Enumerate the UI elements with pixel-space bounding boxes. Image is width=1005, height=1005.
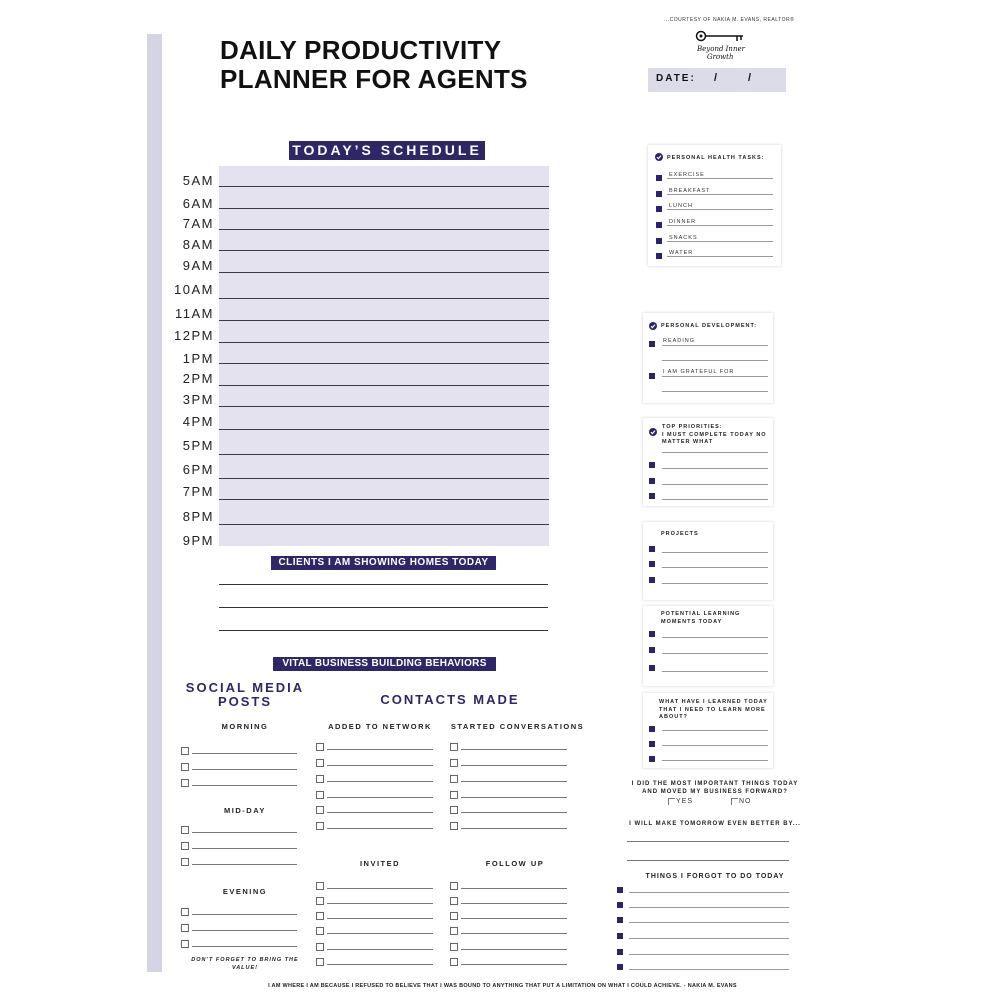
checkbox[interactable]	[450, 943, 458, 951]
write-line[interactable]	[662, 760, 768, 761]
checkbox[interactable]	[450, 822, 458, 830]
yes-checkbox[interactable]	[668, 798, 675, 805]
client-line[interactable]	[219, 607, 548, 608]
checkbox-square[interactable]	[649, 493, 655, 499]
schedule-line[interactable]	[219, 385, 549, 386]
schedule-line[interactable]	[219, 363, 549, 364]
write-line[interactable]	[667, 194, 773, 195]
checkbox-square[interactable]	[656, 253, 662, 259]
checkbox-square[interactable]	[649, 631, 655, 637]
write-line[interactable]	[461, 933, 567, 934]
write-line[interactable]	[327, 933, 433, 934]
write-line[interactable]	[327, 903, 433, 904]
schedule-line[interactable]	[219, 524, 549, 525]
courtesy-text: ...COURTESY OF NAKIA M. EVANS, REALTOR®	[664, 17, 795, 23]
health-task-label: DINNER	[669, 219, 697, 225]
checkbox-square[interactable]	[649, 756, 655, 762]
learning-title-line-2: MOMENTS TODAY	[661, 618, 723, 625]
write-line[interactable]	[662, 552, 768, 553]
write-line[interactable]	[662, 730, 768, 731]
checkbox-square[interactable]	[649, 561, 655, 567]
write-line[interactable]	[461, 828, 567, 829]
time-label: 4PM	[182, 414, 214, 429]
started-conversations-label: STARTED CONVERSATIONS	[450, 722, 585, 731]
write-line[interactable]	[662, 567, 768, 568]
write-line[interactable]	[192, 914, 297, 915]
title-line-1: DAILY PRODUCTIVITY	[220, 35, 502, 65]
write-line[interactable]	[327, 812, 433, 813]
schedule-line[interactable]	[219, 454, 549, 455]
write-line[interactable]	[662, 499, 768, 500]
write-line[interactable]	[662, 484, 768, 485]
checkbox-square[interactable]	[656, 206, 662, 212]
write-line[interactable]	[629, 969, 789, 970]
write-line[interactable]	[662, 452, 768, 453]
write-line[interactable]	[629, 907, 789, 908]
top-priorities-line-2: I MUST COMPLETE TODAY NO	[662, 431, 767, 438]
checkbox[interactable]	[316, 806, 324, 814]
checkbox[interactable]	[181, 842, 189, 850]
morning-label: MORNING	[221, 722, 269, 731]
checkbox[interactable]	[316, 759, 324, 767]
checkbox[interactable]	[181, 940, 189, 948]
time-label: 9AM	[182, 258, 214, 273]
write-line[interactable]	[192, 946, 297, 947]
write-line[interactable]	[461, 949, 567, 950]
learned-today-title	[659, 699, 768, 722]
checkbox-square[interactable]	[656, 175, 662, 181]
key-icon	[693, 28, 749, 62]
write-line[interactable]	[667, 178, 773, 179]
write-line[interactable]	[667, 225, 773, 226]
schedule-line[interactable]	[219, 186, 549, 187]
checkbox-square[interactable]	[656, 191, 662, 197]
checkbox-square[interactable]	[649, 741, 655, 747]
time-label: 3PM	[182, 392, 214, 407]
schedule-line[interactable]	[219, 250, 549, 251]
schedule-line[interactable]	[219, 499, 549, 500]
schedule-area[interactable]	[219, 166, 549, 546]
checkbox[interactable]	[316, 943, 324, 951]
write-line[interactable]	[192, 848, 297, 849]
write-line[interactable]	[461, 964, 567, 965]
time-label: 5PM	[182, 438, 214, 453]
checkbox-square[interactable]	[617, 917, 623, 923]
checkbox-square[interactable]	[656, 238, 662, 244]
top-priorities-line-1: TOP PRIORITIES:	[662, 424, 723, 430]
checkbox[interactable]	[450, 743, 458, 751]
checkbox[interactable]	[450, 958, 458, 966]
health-task-label: EXERCISE	[669, 172, 705, 178]
checkbox[interactable]	[450, 791, 458, 799]
title-line-2: PLANNER FOR AGENTS	[220, 64, 528, 94]
time-label: 6PM	[182, 462, 214, 477]
time-label: 9PM	[182, 533, 214, 548]
checkbox[interactable]	[450, 759, 458, 767]
checkbox[interactable]	[450, 897, 458, 905]
learning-title-line-1: POTENTIAL LEARNING	[661, 611, 741, 617]
added-to-network-label: ADDED TO NETWORK	[328, 722, 432, 731]
schedule-line[interactable]	[219, 342, 549, 343]
write-line[interactable]	[192, 753, 297, 754]
health-tasks-card	[648, 145, 781, 266]
top-priorities-title	[662, 424, 767, 447]
checkbox-square[interactable]	[649, 546, 655, 552]
svg-text:Beyond Inner: Beyond Inner	[697, 45, 745, 53]
write-line[interactable]	[327, 797, 433, 798]
write-line[interactable]	[662, 468, 768, 469]
checkbox[interactable]	[181, 747, 189, 755]
write-line[interactable]	[667, 209, 773, 210]
learned-title-line-2: THAT I NEED TO LEARN MORE	[659, 706, 766, 713]
schedule-line[interactable]	[219, 478, 549, 479]
checkbox-square[interactable]	[649, 373, 655, 379]
checkbox[interactable]	[450, 912, 458, 920]
write-line[interactable]	[629, 922, 789, 923]
schedule-heading: TODAY’S SCHEDULE	[289, 141, 485, 160]
write-line[interactable]	[662, 360, 768, 361]
checkbox[interactable]	[450, 927, 458, 935]
health-tasks-title: PERSONAL HEALTH TASKS:	[667, 155, 765, 161]
checkbox[interactable]	[450, 775, 458, 783]
value-reminder	[185, 956, 305, 972]
checkbox[interactable]	[316, 958, 324, 966]
checkbox[interactable]	[316, 791, 324, 799]
write-line[interactable]	[662, 745, 768, 746]
write-line[interactable]	[461, 812, 567, 813]
write-line[interactable]	[662, 583, 768, 584]
vital-behaviors-heading: VITAL BUSINESS BUILDING BEHAVIORS	[273, 657, 496, 671]
contacts-made-title: CONTACTS MADE	[380, 692, 520, 707]
write-line[interactable]	[461, 903, 567, 904]
write-line[interactable]	[327, 828, 433, 829]
checkbox[interactable]	[316, 897, 324, 905]
write-line[interactable]	[667, 256, 773, 257]
write-line[interactable]	[662, 637, 768, 638]
write-line[interactable]	[192, 864, 297, 865]
write-line[interactable]	[667, 241, 773, 242]
key-logo	[693, 28, 749, 62]
checkbox-square[interactable]	[656, 222, 662, 228]
time-label: 11AM	[175, 306, 214, 321]
write-line[interactable]	[192, 832, 297, 833]
checkbox-square[interactable]	[649, 462, 655, 468]
check-circle-icon	[655, 153, 663, 161]
schedule-line[interactable]	[219, 298, 549, 299]
learned-title-line-3: ABOUT?	[659, 714, 688, 720]
checkbox[interactable]	[316, 882, 324, 890]
page-title	[220, 36, 528, 94]
checkbox[interactable]	[181, 858, 189, 866]
schedule-line[interactable]	[219, 229, 549, 230]
checkbox-square[interactable]	[649, 726, 655, 732]
date-separator: /	[748, 72, 752, 84]
write-line[interactable]	[327, 964, 433, 965]
write-line[interactable]	[192, 930, 297, 931]
write-line[interactable]	[629, 954, 789, 955]
write-line[interactable]	[327, 918, 433, 919]
health-task-label: LUNCH	[669, 203, 693, 209]
grateful-label: I AM GRATEFUL FOR	[663, 369, 735, 375]
social-title-line-1: SOCIAL MEDIA	[185, 680, 305, 695]
write-line[interactable]	[461, 918, 567, 919]
important-question-line-2: AND MOVED MY BUSINESS FORWARD?	[642, 789, 788, 795]
checkbox[interactable]	[316, 775, 324, 783]
write-line[interactable]	[629, 938, 789, 939]
checkbox-square[interactable]	[649, 577, 655, 583]
checkbox[interactable]	[181, 924, 189, 932]
checkbox[interactable]	[316, 927, 324, 935]
checkbox-square[interactable]	[649, 478, 655, 484]
tomorrow-title: I WILL MAKE TOMORROW EVEN BETTER BY...	[629, 821, 801, 827]
write-line[interactable]	[662, 376, 768, 377]
checkbox[interactable]	[316, 912, 324, 920]
write-line[interactable]	[327, 765, 433, 766]
schedule-line[interactable]	[219, 429, 549, 430]
social-media-title	[170, 681, 320, 709]
write-line[interactable]	[327, 888, 433, 889]
write-line[interactable]	[662, 653, 768, 654]
checkbox[interactable]	[450, 882, 458, 890]
health-task-label: WATER	[669, 250, 694, 256]
svg-text:Growth: Growth	[707, 53, 734, 61]
top-priorities-line-3: MATTER WHAT	[662, 439, 714, 445]
write-line[interactable]	[461, 781, 567, 782]
write-line[interactable]	[461, 749, 567, 750]
write-line[interactable]	[192, 785, 297, 786]
yes-label: YES	[676, 798, 694, 805]
time-label: 6AM	[182, 196, 214, 211]
health-task-label: BREAKFAST	[669, 188, 711, 194]
time-label: 7PM	[182, 484, 214, 499]
checkbox[interactable]	[316, 743, 324, 751]
checkbox[interactable]	[181, 779, 189, 787]
time-label: 10AM	[174, 282, 214, 297]
checkbox[interactable]	[181, 763, 189, 771]
checkbox-square[interactable]	[649, 665, 655, 671]
learning-moments-title	[661, 611, 740, 626]
schedule-line[interactable]	[219, 406, 549, 407]
check-circle-icon	[649, 322, 657, 330]
no-checkbox[interactable]	[731, 798, 738, 805]
schedule-line[interactable]	[219, 272, 549, 273]
write-line[interactable]	[327, 749, 433, 750]
date-label: DATE:	[656, 73, 696, 84]
client-line[interactable]	[219, 630, 548, 631]
time-label: 7AM	[182, 216, 214, 231]
value-reminder-line-1: DON’T FORGET TO BRING THE	[191, 957, 299, 963]
time-label: 8AM	[182, 237, 214, 252]
social-title-line-2: POSTS	[217, 694, 273, 709]
checkbox-square[interactable]	[649, 341, 655, 347]
checkbox-square[interactable]	[617, 933, 623, 939]
time-label: 5AM	[182, 173, 214, 188]
checkbox-square[interactable]	[617, 964, 623, 970]
checkbox-square[interactable]	[649, 647, 655, 653]
projects-title: PROJECTS	[661, 531, 699, 537]
invited-label: INVITED	[359, 859, 401, 868]
important-things-question	[615, 780, 815, 796]
value-reminder-line-2: VALUE!	[231, 965, 259, 971]
write-line[interactable]	[327, 781, 433, 782]
learned-title-line-1: WHAT HAVE I LEARNED TODAY	[659, 699, 768, 705]
write-line[interactable]	[629, 892, 789, 893]
schedule-line[interactable]	[219, 320, 549, 321]
checkbox-square[interactable]	[617, 902, 623, 908]
write-line[interactable]	[327, 949, 433, 950]
write-line[interactable]	[662, 345, 768, 346]
important-question-line-1: I DID THE MOST IMPORTANT THINGS TODAY	[631, 781, 799, 787]
check-circle-icon	[649, 428, 657, 436]
personal-development-title: PERSONAL DEVELOPMENT:	[661, 323, 758, 329]
write-line[interactable]	[461, 765, 567, 766]
write-line[interactable]	[662, 671, 768, 672]
midday-label: MID-DAY	[224, 806, 266, 815]
left-decorative-bar	[147, 34, 162, 972]
reading-label: READING	[663, 338, 696, 344]
tomorrow-line[interactable]	[627, 860, 789, 861]
time-label: 8PM	[182, 509, 214, 524]
health-task-label: SNACKS	[669, 235, 698, 241]
checkbox[interactable]	[181, 826, 189, 834]
checkbox-square[interactable]	[617, 887, 623, 893]
client-line[interactable]	[219, 584, 548, 585]
schedule-line[interactable]	[219, 208, 549, 209]
checkbox[interactable]	[450, 806, 458, 814]
follow-up-label: FOLLOW UP	[485, 859, 545, 868]
write-line[interactable]	[662, 391, 768, 392]
no-label: NO	[739, 798, 752, 805]
time-label: 2PM	[182, 371, 214, 386]
checkbox[interactable]	[316, 822, 324, 830]
checkbox[interactable]	[181, 908, 189, 916]
date-separator: /	[714, 72, 718, 84]
clients-heading: CLIENTS I AM SHOWING HOMES TODAY	[271, 556, 496, 570]
write-line[interactable]	[461, 797, 567, 798]
checkbox-square[interactable]	[617, 949, 623, 955]
write-line[interactable]	[192, 769, 297, 770]
time-label: 1PM	[182, 351, 214, 366]
evening-label: EVENING	[222, 887, 268, 896]
write-line[interactable]	[461, 888, 567, 889]
footer-quote: I AM WHERE I AM BECAUSE I REFUSED TO BELIEVE THAT I WAS BOUND TO ANYTHING THAT PUT A LIMITATION ON WHAT I COULD ACHIEVE. - NAKIA M. EVANS	[268, 983, 737, 989]
forgot-title: THINGS I FORGOT TO DO TODAY	[645, 873, 785, 880]
time-label: 12PM	[174, 328, 214, 343]
tomorrow-line[interactable]	[627, 841, 789, 842]
